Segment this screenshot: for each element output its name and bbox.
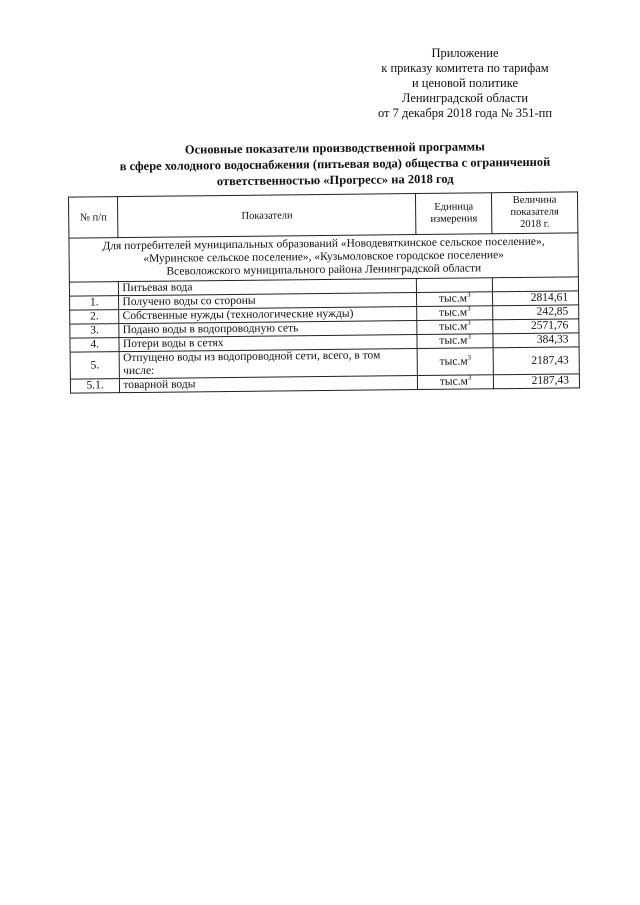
row-indicator: Получено воды со стороны bbox=[119, 293, 417, 310]
row-value: 2187,43 bbox=[493, 347, 579, 375]
row-indicator: товарной воды bbox=[120, 376, 418, 393]
section-num-cell bbox=[69, 282, 119, 297]
section-label: Питьевая вода bbox=[119, 279, 417, 296]
header-value-line: показателя bbox=[510, 206, 559, 219]
row-value: 2187,43 bbox=[493, 374, 579, 389]
title-line: ответственностью «Прогресс» на 2018 год bbox=[216, 171, 454, 189]
row-unit bbox=[417, 320, 493, 335]
header-value bbox=[491, 192, 577, 234]
unit-exponent: 3 bbox=[466, 290, 471, 299]
row-value: 242,85 bbox=[493, 305, 579, 320]
row-num: 3. bbox=[70, 324, 120, 339]
document-title bbox=[100, 138, 570, 191]
unit-exponent: 3 bbox=[467, 373, 472, 382]
unit-exponent: 3 bbox=[467, 318, 471, 327]
row-value: 384,33 bbox=[493, 333, 579, 348]
row-indicator: Потери воды в сетях bbox=[119, 335, 417, 352]
appendix-line: от 7 декабря 2018 года № 351-пп bbox=[377, 106, 553, 120]
appendix-block bbox=[360, 46, 570, 121]
row-unit bbox=[417, 348, 493, 376]
appendix-line: к приказу комитета по тарифам bbox=[381, 61, 549, 75]
indicators-table bbox=[68, 191, 580, 393]
unit-text: тыс.м bbox=[439, 306, 468, 319]
row-unit bbox=[417, 292, 493, 307]
unit-text: тыс.м bbox=[439, 375, 468, 388]
row-indicator: Отпущено воды из водопроводной сети, всего, в том числе: bbox=[119, 349, 417, 379]
appendix-line: и ценовой политике bbox=[411, 76, 519, 90]
unit-exponent: 3 bbox=[467, 332, 471, 341]
header-num: № п/п bbox=[68, 197, 118, 239]
group-line: Для потребителей муниципальных образований «Новодевяткинское сельское поселение», bbox=[102, 235, 545, 253]
row-unit bbox=[418, 375, 494, 390]
row-value: 2814,61 bbox=[492, 291, 578, 306]
unit-text: тыс.м bbox=[438, 292, 468, 305]
unit-exponent: 3 bbox=[467, 353, 472, 362]
unit-text: тыс.м bbox=[439, 320, 468, 333]
header-value-line: 2018 г. bbox=[520, 218, 550, 230]
row-value: 2571,76 bbox=[493, 319, 579, 334]
row-unit bbox=[417, 334, 493, 349]
unit-text: тыс.м bbox=[439, 334, 468, 347]
appendix-line: Приложение bbox=[431, 46, 499, 60]
group-cell bbox=[69, 233, 578, 282]
section-unit-cell bbox=[417, 278, 493, 293]
header-indicator: Показатели bbox=[118, 194, 416, 238]
unit-exponent: 3 bbox=[467, 304, 471, 313]
appendix-line: Ленинградской области bbox=[401, 91, 529, 105]
table-header-row bbox=[68, 192, 577, 238]
row-num: 4. bbox=[70, 338, 120, 353]
title-line: Основные показатели производственной программы bbox=[184, 139, 485, 157]
section-value-cell bbox=[492, 277, 578, 292]
group-line: «Муринское сельское поселение», «Кузьмоловское городское поселение» bbox=[143, 249, 504, 265]
group-line: Всеволожского муниципального района Ленинградской области bbox=[166, 262, 482, 278]
row-num: 1. bbox=[70, 296, 120, 311]
row-indicator: Подано воды в водопроводную сеть bbox=[119, 321, 417, 338]
group-row bbox=[69, 233, 578, 282]
row-num: 5. bbox=[70, 352, 120, 380]
header-unit-line: измерения bbox=[430, 213, 478, 225]
header-unit bbox=[416, 193, 492, 235]
row-num: 5.1. bbox=[70, 379, 120, 394]
title-line: в сфере холодного водоснабжения (питьевая вода) общества с ограниченной bbox=[119, 154, 551, 174]
header-unit-line: Единица bbox=[434, 201, 474, 213]
row-unit bbox=[417, 306, 493, 321]
row-num: 2. bbox=[70, 310, 120, 325]
header-value-line: Величина bbox=[512, 194, 557, 207]
row-indicator: Собственные нужды (технологические нужды) bbox=[119, 307, 417, 324]
unit-text: тыс.м bbox=[439, 355, 468, 368]
